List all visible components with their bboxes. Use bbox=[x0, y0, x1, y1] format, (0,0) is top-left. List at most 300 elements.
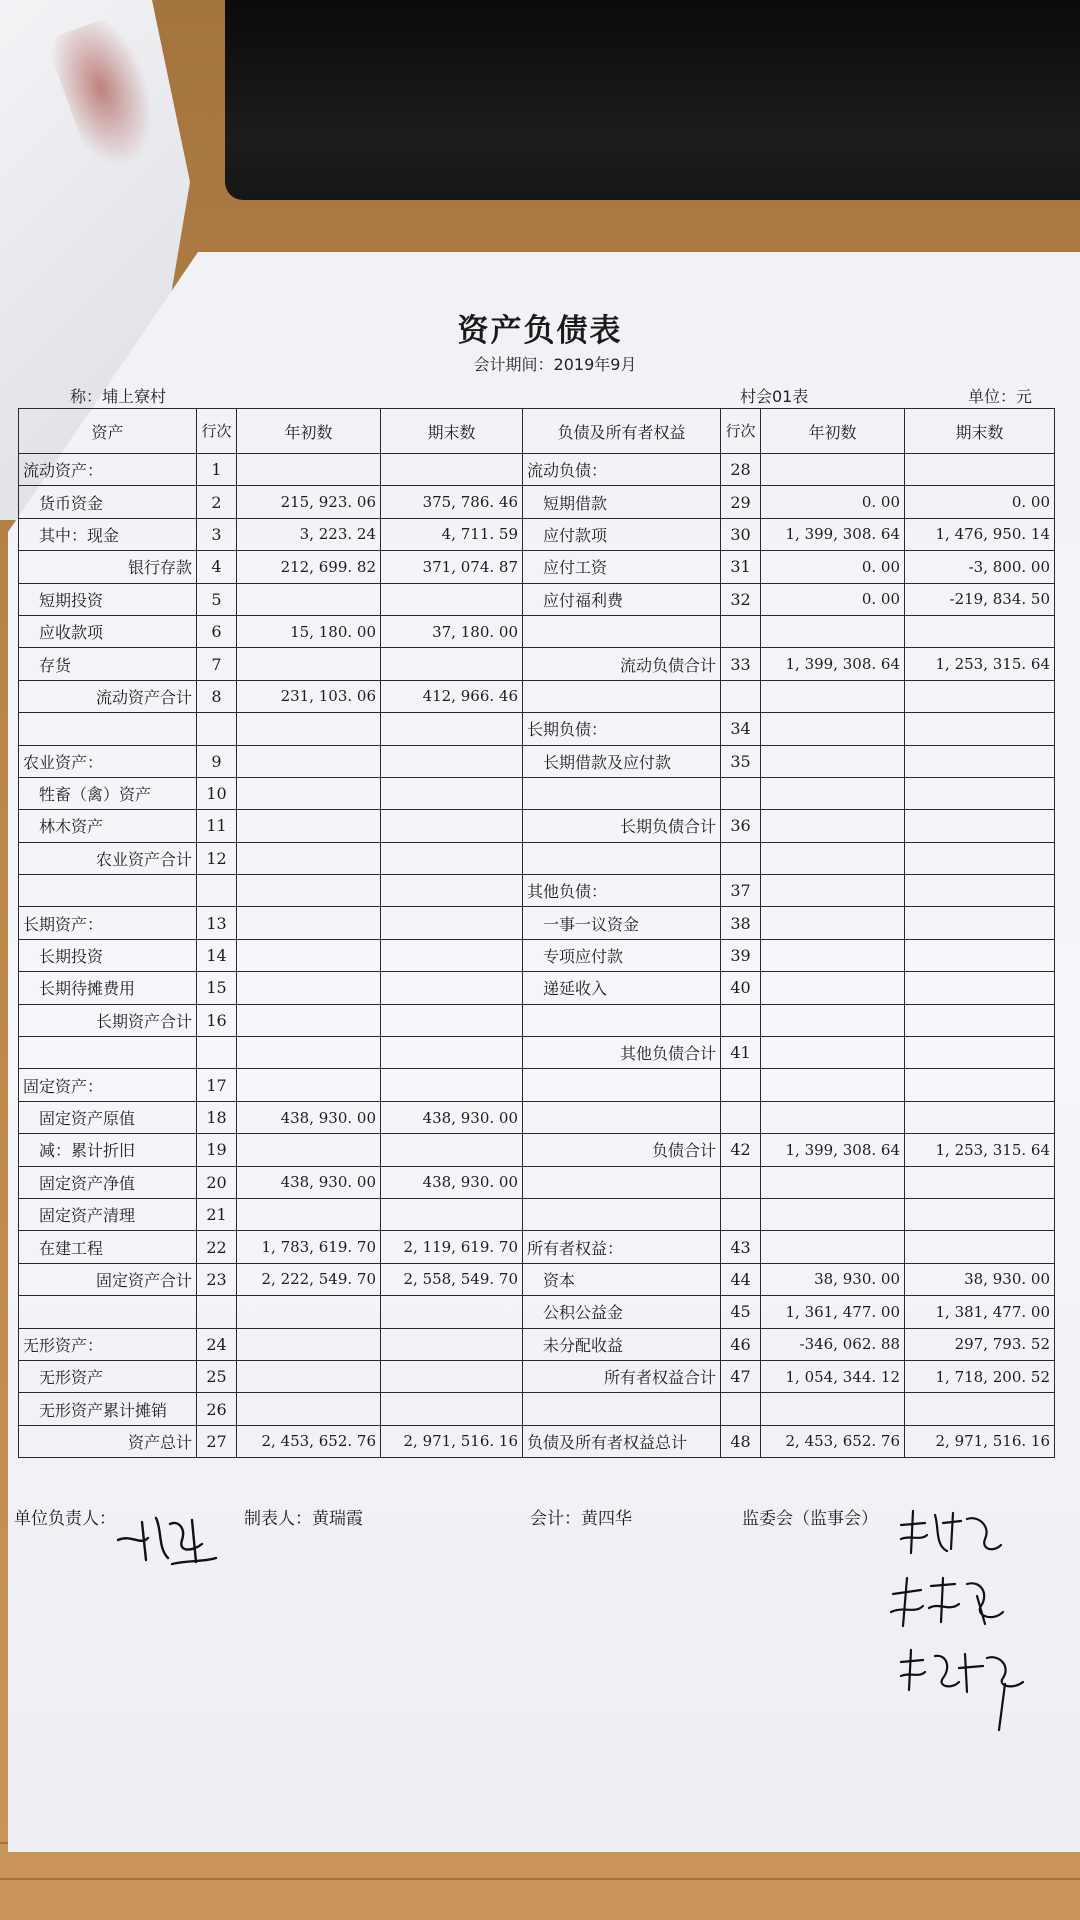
wood-grain bbox=[0, 1878, 1080, 1880]
asset-begin-cell bbox=[237, 1296, 381, 1328]
asset-name-cell: 减：累计折旧 bbox=[19, 1134, 197, 1166]
table-row bbox=[19, 648, 1055, 680]
asset-end-cell: 4, 711. 59 bbox=[381, 518, 523, 550]
page-title: 资产负债表 bbox=[457, 313, 623, 349]
liability-begin-cell bbox=[761, 972, 905, 1004]
table-row bbox=[19, 1166, 1055, 1198]
asset-begin-cell bbox=[237, 1004, 381, 1036]
table-row bbox=[19, 1037, 1055, 1069]
table-row bbox=[19, 1231, 1055, 1263]
asset-name-cell: 存货 bbox=[19, 648, 197, 680]
liability-name-cell: 资本 bbox=[523, 1263, 721, 1295]
handwritten-signature-supervisor-1 bbox=[895, 1505, 1005, 1560]
asset-name-cell: 固定资产合计 bbox=[19, 1263, 197, 1295]
asset-row-no-cell: 19 bbox=[197, 1134, 237, 1166]
asset-begin-cell: 1, 783, 619. 70 bbox=[237, 1231, 381, 1263]
table-row bbox=[19, 939, 1055, 971]
asset-name-cell: 应收款项 bbox=[19, 615, 197, 647]
asset-end-cell bbox=[381, 1296, 523, 1328]
asset-row-no-cell bbox=[197, 875, 237, 907]
liability-row-no-cell: 38 bbox=[721, 907, 761, 939]
liability-row-no-cell: 43 bbox=[721, 1231, 761, 1263]
liability-name-cell: 应付工资 bbox=[523, 551, 721, 583]
asset-name-cell: 牲畜（禽）资产 bbox=[19, 777, 197, 809]
asset-row-no-cell bbox=[197, 1296, 237, 1328]
liability-begin-cell: 1, 399, 308. 64 bbox=[761, 518, 905, 550]
liability-end-cell: 0. 00 bbox=[905, 486, 1055, 518]
liability-begin-cell: 1, 054, 344. 12 bbox=[761, 1360, 905, 1392]
asset-row-no-cell: 9 bbox=[197, 745, 237, 777]
table-row bbox=[19, 842, 1055, 874]
liability-row-no-cell bbox=[721, 1101, 761, 1133]
asset-name-cell: 长期资产： bbox=[19, 907, 197, 939]
asset-begin-cell bbox=[237, 907, 381, 939]
liability-name-cell: 所有者权益： bbox=[523, 1231, 721, 1263]
preparer-label: 制表人：黄瑞霞 bbox=[244, 1509, 363, 1529]
liability-begin-cell: 0. 00 bbox=[761, 486, 905, 518]
table-row bbox=[19, 486, 1055, 518]
liability-begin-cell bbox=[761, 842, 905, 874]
liability-row-no-cell bbox=[721, 777, 761, 809]
liability-begin-cell: 1, 361, 477. 00 bbox=[761, 1296, 905, 1328]
asset-row-no-cell: 24 bbox=[197, 1328, 237, 1360]
asset-end-cell bbox=[381, 1328, 523, 1360]
liability-name-cell bbox=[523, 1004, 721, 1036]
table-header-row bbox=[19, 409, 1055, 454]
liability-begin-cell bbox=[761, 1198, 905, 1230]
asset-begin-cell bbox=[237, 648, 381, 680]
asset-row-no-cell: 4 bbox=[197, 551, 237, 583]
stain-mark bbox=[45, 9, 184, 190]
asset-name-cell: 在建工程 bbox=[19, 1231, 197, 1263]
asset-row-no-cell: 21 bbox=[197, 1198, 237, 1230]
asset-name-cell: 资产总计 bbox=[19, 1425, 197, 1457]
liability-row-no-cell: 37 bbox=[721, 875, 761, 907]
asset-end-cell bbox=[381, 907, 523, 939]
asset-name-cell: 林木资产 bbox=[19, 810, 197, 842]
asset-begin-cell bbox=[237, 1198, 381, 1230]
liability-row-no-cell: 33 bbox=[721, 648, 761, 680]
asset-row-no-cell: 13 bbox=[197, 907, 237, 939]
asset-end-cell: 2, 558, 549. 70 bbox=[381, 1263, 523, 1295]
liability-name-cell bbox=[523, 680, 721, 712]
liability-name-cell: 流动负债合计 bbox=[523, 648, 721, 680]
asset-begin-cell bbox=[237, 875, 381, 907]
liability-row-no-cell bbox=[721, 615, 761, 647]
liability-begin-cell: 0. 00 bbox=[761, 551, 905, 583]
table-row bbox=[19, 713, 1055, 745]
asset-end-cell: 438, 930. 00 bbox=[381, 1166, 523, 1198]
header-end: 期末数 bbox=[381, 409, 523, 454]
asset-row-no-cell: 3 bbox=[197, 518, 237, 550]
asset-end-cell bbox=[381, 1393, 523, 1425]
liability-end-cell bbox=[905, 1004, 1055, 1036]
asset-begin-cell bbox=[237, 1134, 381, 1166]
asset-row-no-cell: 2 bbox=[197, 486, 237, 518]
liability-name-cell bbox=[523, 1069, 721, 1101]
liability-begin-cell: 2, 453, 652. 76 bbox=[761, 1425, 905, 1457]
asset-end-cell bbox=[381, 1004, 523, 1036]
asset-row-no-cell: 15 bbox=[197, 972, 237, 1004]
asset-name-cell bbox=[19, 875, 197, 907]
asset-row-no-cell: 18 bbox=[197, 1101, 237, 1133]
liability-name-cell bbox=[523, 1393, 721, 1425]
liability-begin-cell bbox=[761, 454, 905, 486]
table-row bbox=[19, 777, 1055, 809]
liability-name-cell bbox=[523, 1101, 721, 1133]
liability-name-cell: 递延收入 bbox=[523, 972, 721, 1004]
table-row bbox=[19, 454, 1055, 486]
liability-begin-cell bbox=[761, 875, 905, 907]
asset-end-cell bbox=[381, 1360, 523, 1392]
liability-begin-cell bbox=[761, 777, 905, 809]
table-row bbox=[19, 1198, 1055, 1230]
asset-begin-cell bbox=[237, 1069, 381, 1101]
liability-begin-cell bbox=[761, 745, 905, 777]
asset-end-cell: 37, 180. 00 bbox=[381, 615, 523, 647]
liability-begin-cell bbox=[761, 907, 905, 939]
liability-begin-cell bbox=[761, 1393, 905, 1425]
asset-begin-cell bbox=[237, 1037, 381, 1069]
asset-row-no-cell: 17 bbox=[197, 1069, 237, 1101]
asset-begin-cell: 15, 180. 00 bbox=[237, 615, 381, 647]
asset-row-no-cell: 5 bbox=[197, 583, 237, 615]
asset-end-cell: 375, 786. 46 bbox=[381, 486, 523, 518]
asset-begin-cell bbox=[237, 972, 381, 1004]
liability-end-cell bbox=[905, 680, 1055, 712]
liability-row-no-cell: 42 bbox=[721, 1134, 761, 1166]
liability-name-cell: 长期借款及应付款 bbox=[523, 745, 721, 777]
asset-row-no-cell: 22 bbox=[197, 1231, 237, 1263]
liability-begin-cell bbox=[761, 680, 905, 712]
asset-row-no-cell bbox=[197, 713, 237, 745]
liability-row-no-cell: 36 bbox=[721, 810, 761, 842]
asset-begin-cell bbox=[237, 939, 381, 971]
liability-end-cell bbox=[905, 1069, 1055, 1101]
liability-end-cell: 1, 253, 315. 64 bbox=[905, 648, 1055, 680]
asset-end-cell bbox=[381, 1069, 523, 1101]
form-code: 村会01表 bbox=[740, 387, 809, 406]
table-row bbox=[19, 551, 1055, 583]
asset-begin-cell bbox=[237, 454, 381, 486]
asset-name-cell: 银行存款 bbox=[19, 551, 197, 583]
asset-row-no-cell: 25 bbox=[197, 1360, 237, 1392]
asset-name-cell: 短期投资 bbox=[19, 583, 197, 615]
asset-begin-cell: 3, 223. 24 bbox=[237, 518, 381, 550]
asset-begin-cell: 231, 103. 06 bbox=[237, 680, 381, 712]
liability-name-cell bbox=[523, 777, 721, 809]
asset-name-cell: 无形资产累计摊销 bbox=[19, 1393, 197, 1425]
liability-end-cell: 1, 253, 315. 64 bbox=[905, 1134, 1055, 1166]
asset-end-cell bbox=[381, 648, 523, 680]
asset-end-cell: 412, 966. 46 bbox=[381, 680, 523, 712]
asset-name-cell bbox=[19, 1037, 197, 1069]
asset-end-cell bbox=[381, 454, 523, 486]
asset-end-cell bbox=[381, 1198, 523, 1230]
asset-end-cell bbox=[381, 713, 523, 745]
asset-end-cell bbox=[381, 777, 523, 809]
table-row bbox=[19, 1101, 1055, 1133]
liability-name-cell: 负债合计 bbox=[523, 1134, 721, 1166]
liability-begin-cell bbox=[761, 615, 905, 647]
liability-end-cell bbox=[905, 745, 1055, 777]
liability-row-no-cell: 29 bbox=[721, 486, 761, 518]
liability-end-cell: -219, 834. 50 bbox=[905, 583, 1055, 615]
asset-row-no-cell: 16 bbox=[197, 1004, 237, 1036]
asset-end-cell bbox=[381, 972, 523, 1004]
liability-begin-cell bbox=[761, 713, 905, 745]
liability-end-cell bbox=[905, 454, 1055, 486]
asset-begin-cell: 2, 453, 652. 76 bbox=[237, 1425, 381, 1457]
liability-end-cell bbox=[905, 1393, 1055, 1425]
unit-name: 称：埔上寮村 bbox=[70, 387, 167, 406]
table-row bbox=[19, 1296, 1055, 1328]
table-row bbox=[19, 1328, 1055, 1360]
liability-end-cell: 1, 476, 950. 14 bbox=[905, 518, 1055, 550]
liability-name-cell bbox=[523, 842, 721, 874]
liability-begin-cell bbox=[761, 1166, 905, 1198]
liability-row-no-cell: 47 bbox=[721, 1360, 761, 1392]
asset-row-no-cell: 6 bbox=[197, 615, 237, 647]
table-row bbox=[19, 745, 1055, 777]
asset-row-no-cell: 27 bbox=[197, 1425, 237, 1457]
asset-row-no-cell: 20 bbox=[197, 1166, 237, 1198]
liability-begin-cell bbox=[761, 1101, 905, 1133]
liability-end-cell: 1, 381, 477. 00 bbox=[905, 1296, 1055, 1328]
black-cloth-background bbox=[225, 0, 1080, 200]
handwritten-signature-supervisor-3 bbox=[895, 1644, 1035, 1734]
asset-row-no-cell: 14 bbox=[197, 939, 237, 971]
liability-name-cell: 公积公益金 bbox=[523, 1296, 721, 1328]
liability-name-cell: 一事一议资金 bbox=[523, 907, 721, 939]
header-asset: 资产 bbox=[19, 409, 197, 454]
asset-begin-cell bbox=[237, 810, 381, 842]
liability-begin-cell bbox=[761, 1231, 905, 1263]
asset-end-cell bbox=[381, 1134, 523, 1166]
asset-name-cell: 长期资产合计 bbox=[19, 1004, 197, 1036]
asset-begin-cell: 215, 923. 06 bbox=[237, 486, 381, 518]
liability-end-cell bbox=[905, 875, 1055, 907]
asset-name-cell: 其中：现金 bbox=[19, 518, 197, 550]
asset-name-cell bbox=[19, 1296, 197, 1328]
asset-begin-cell bbox=[237, 777, 381, 809]
asset-begin-cell: 2, 222, 549. 70 bbox=[237, 1263, 381, 1295]
liability-begin-cell bbox=[761, 939, 905, 971]
liability-row-no-cell: 41 bbox=[721, 1037, 761, 1069]
asset-row-no-cell: 10 bbox=[197, 777, 237, 809]
table-row bbox=[19, 972, 1055, 1004]
liability-row-no-cell: 30 bbox=[721, 518, 761, 550]
liability-name-cell: 负债及所有者权益总计 bbox=[523, 1425, 721, 1457]
asset-end-cell: 2, 971, 516. 16 bbox=[381, 1425, 523, 1457]
liability-name-cell: 长期负债： bbox=[523, 713, 721, 745]
liability-name-cell bbox=[523, 1166, 721, 1198]
asset-end-cell bbox=[381, 875, 523, 907]
liability-name-cell: 其他负债合计 bbox=[523, 1037, 721, 1069]
asset-end-cell bbox=[381, 583, 523, 615]
asset-begin-cell bbox=[237, 583, 381, 615]
asset-name-cell: 农业资产： bbox=[19, 745, 197, 777]
asset-name-cell: 流动资产： bbox=[19, 454, 197, 486]
asset-end-cell bbox=[381, 939, 523, 971]
table-row bbox=[19, 1069, 1055, 1101]
liability-row-no-cell bbox=[721, 1393, 761, 1425]
liability-end-cell bbox=[905, 615, 1055, 647]
asset-name-cell: 长期投资 bbox=[19, 939, 197, 971]
table-row bbox=[19, 907, 1055, 939]
liability-begin-cell bbox=[761, 1004, 905, 1036]
liability-name-cell bbox=[523, 615, 721, 647]
handwritten-signature-head bbox=[112, 1500, 222, 1570]
asset-name-cell bbox=[19, 713, 197, 745]
header-liability: 负债及所有者权益 bbox=[523, 409, 721, 454]
header-begin: 年初数 bbox=[761, 409, 905, 454]
liability-row-no-cell bbox=[721, 1004, 761, 1036]
asset-name-cell: 固定资产原值 bbox=[19, 1101, 197, 1133]
liability-end-cell bbox=[905, 1231, 1055, 1263]
asset-begin-cell bbox=[237, 1360, 381, 1392]
liability-begin-cell: 38, 930. 00 bbox=[761, 1263, 905, 1295]
table-row bbox=[19, 615, 1055, 647]
liability-row-no-cell: 39 bbox=[721, 939, 761, 971]
liability-end-cell bbox=[905, 810, 1055, 842]
asset-end-cell: 371, 074. 87 bbox=[381, 551, 523, 583]
header-begin: 年初数 bbox=[237, 409, 381, 454]
asset-row-no-cell: 23 bbox=[197, 1263, 237, 1295]
liability-end-cell bbox=[905, 777, 1055, 809]
asset-name-cell: 流动资产合计 bbox=[19, 680, 197, 712]
liability-end-cell bbox=[905, 972, 1055, 1004]
asset-name-cell: 无形资产： bbox=[19, 1328, 197, 1360]
asset-begin-cell: 438, 930. 00 bbox=[237, 1166, 381, 1198]
header-row-no: 行次 bbox=[721, 409, 761, 454]
liability-name-cell: 长期负债合计 bbox=[523, 810, 721, 842]
liability-name-cell bbox=[523, 1198, 721, 1230]
asset-end-cell bbox=[381, 745, 523, 777]
asset-row-no-cell: 1 bbox=[197, 454, 237, 486]
liability-end-cell bbox=[905, 1101, 1055, 1133]
asset-begin-cell bbox=[237, 1328, 381, 1360]
liability-row-no-cell: 40 bbox=[721, 972, 761, 1004]
liability-row-no-cell bbox=[721, 1198, 761, 1230]
liability-row-no-cell: 31 bbox=[721, 551, 761, 583]
liability-begin-cell: -346, 062. 88 bbox=[761, 1328, 905, 1360]
liability-begin-cell: 0. 00 bbox=[761, 583, 905, 615]
liability-row-no-cell bbox=[721, 1069, 761, 1101]
asset-begin-cell bbox=[237, 745, 381, 777]
table-row bbox=[19, 875, 1055, 907]
liability-end-cell bbox=[905, 1198, 1055, 1230]
liability-end-cell bbox=[905, 713, 1055, 745]
asset-begin-cell: 212, 699. 82 bbox=[237, 551, 381, 583]
table-row bbox=[19, 1263, 1055, 1295]
liability-end-cell: 38, 930. 00 bbox=[905, 1263, 1055, 1295]
accountant-label: 会计：黄四华 bbox=[530, 1509, 632, 1529]
asset-begin-cell: 438, 930. 00 bbox=[237, 1101, 381, 1133]
table-row bbox=[19, 1004, 1055, 1036]
accounting-period: 会计期间：2019年9月 bbox=[473, 355, 637, 374]
liability-row-no-cell bbox=[721, 680, 761, 712]
liability-end-cell bbox=[905, 1037, 1055, 1069]
liability-name-cell: 短期借款 bbox=[523, 486, 721, 518]
asset-end-cell bbox=[381, 810, 523, 842]
asset-name-cell: 长期待摊费用 bbox=[19, 972, 197, 1004]
asset-row-no-cell: 12 bbox=[197, 842, 237, 874]
asset-end-cell bbox=[381, 1037, 523, 1069]
table-row bbox=[19, 518, 1055, 550]
asset-name-cell: 固定资产净值 bbox=[19, 1166, 197, 1198]
liability-row-no-cell: 44 bbox=[721, 1263, 761, 1295]
header-row-no: 行次 bbox=[197, 409, 237, 454]
liability-row-no-cell: 46 bbox=[721, 1328, 761, 1360]
liability-row-no-cell bbox=[721, 842, 761, 874]
liability-end-cell: 1, 718, 200. 52 bbox=[905, 1360, 1055, 1392]
unit-head-label: 单位负责人： bbox=[14, 1509, 116, 1529]
liability-begin-cell: 1, 399, 308. 64 bbox=[761, 1134, 905, 1166]
asset-name-cell: 固定资产： bbox=[19, 1069, 197, 1101]
liability-row-no-cell: 35 bbox=[721, 745, 761, 777]
liability-end-cell: -3, 800. 00 bbox=[905, 551, 1055, 583]
liability-name-cell: 流动负债： bbox=[523, 454, 721, 486]
table-row bbox=[19, 583, 1055, 615]
asset-end-cell: 438, 930. 00 bbox=[381, 1101, 523, 1133]
table-row bbox=[19, 1393, 1055, 1425]
handwritten-signature-supervisor-2 bbox=[885, 1572, 1010, 1632]
liability-row-no-cell: 34 bbox=[721, 713, 761, 745]
liability-row-no-cell: 32 bbox=[721, 583, 761, 615]
table-row bbox=[19, 1134, 1055, 1166]
asset-begin-cell bbox=[237, 842, 381, 874]
table-row bbox=[19, 680, 1055, 712]
asset-row-no-cell: 7 bbox=[197, 648, 237, 680]
supervisor-label: 监委会（监事会） bbox=[742, 1509, 878, 1529]
asset-name-cell: 农业资产合计 bbox=[19, 842, 197, 874]
asset-begin-cell bbox=[237, 713, 381, 745]
asset-end-cell bbox=[381, 842, 523, 874]
liability-end-cell: 297, 793. 52 bbox=[905, 1328, 1055, 1360]
asset-end-cell: 2, 119, 619. 70 bbox=[381, 1231, 523, 1263]
liability-name-cell: 其他负债： bbox=[523, 875, 721, 907]
liability-name-cell: 应付福利费 bbox=[523, 583, 721, 615]
liability-begin-cell bbox=[761, 1069, 905, 1101]
liability-row-no-cell: 48 bbox=[721, 1425, 761, 1457]
asset-begin-cell bbox=[237, 1393, 381, 1425]
liability-name-cell: 所有者权益合计 bbox=[523, 1360, 721, 1392]
asset-row-no-cell bbox=[197, 1037, 237, 1069]
liability-end-cell bbox=[905, 907, 1055, 939]
header-end: 期末数 bbox=[905, 409, 1055, 454]
currency-unit: 单位：元 bbox=[968, 387, 1033, 406]
liability-name-cell: 专项应付款 bbox=[523, 939, 721, 971]
balance-sheet-table bbox=[18, 408, 1055, 1458]
asset-row-no-cell: 26 bbox=[197, 1393, 237, 1425]
liability-row-no-cell bbox=[721, 1166, 761, 1198]
liability-begin-cell: 1, 399, 308. 64 bbox=[761, 648, 905, 680]
asset-row-no-cell: 8 bbox=[197, 680, 237, 712]
liability-row-no-cell: 45 bbox=[721, 1296, 761, 1328]
liability-end-cell bbox=[905, 939, 1055, 971]
asset-name-cell: 固定资产清理 bbox=[19, 1198, 197, 1230]
table-row bbox=[19, 1425, 1055, 1457]
table-row bbox=[19, 810, 1055, 842]
liability-begin-cell bbox=[761, 1037, 905, 1069]
table-row bbox=[19, 1360, 1055, 1392]
asset-name-cell: 货币资金 bbox=[19, 486, 197, 518]
liability-name-cell: 应付款项 bbox=[523, 518, 721, 550]
asset-row-no-cell: 11 bbox=[197, 810, 237, 842]
liability-end-cell bbox=[905, 842, 1055, 874]
asset-name-cell: 无形资产 bbox=[19, 1360, 197, 1392]
